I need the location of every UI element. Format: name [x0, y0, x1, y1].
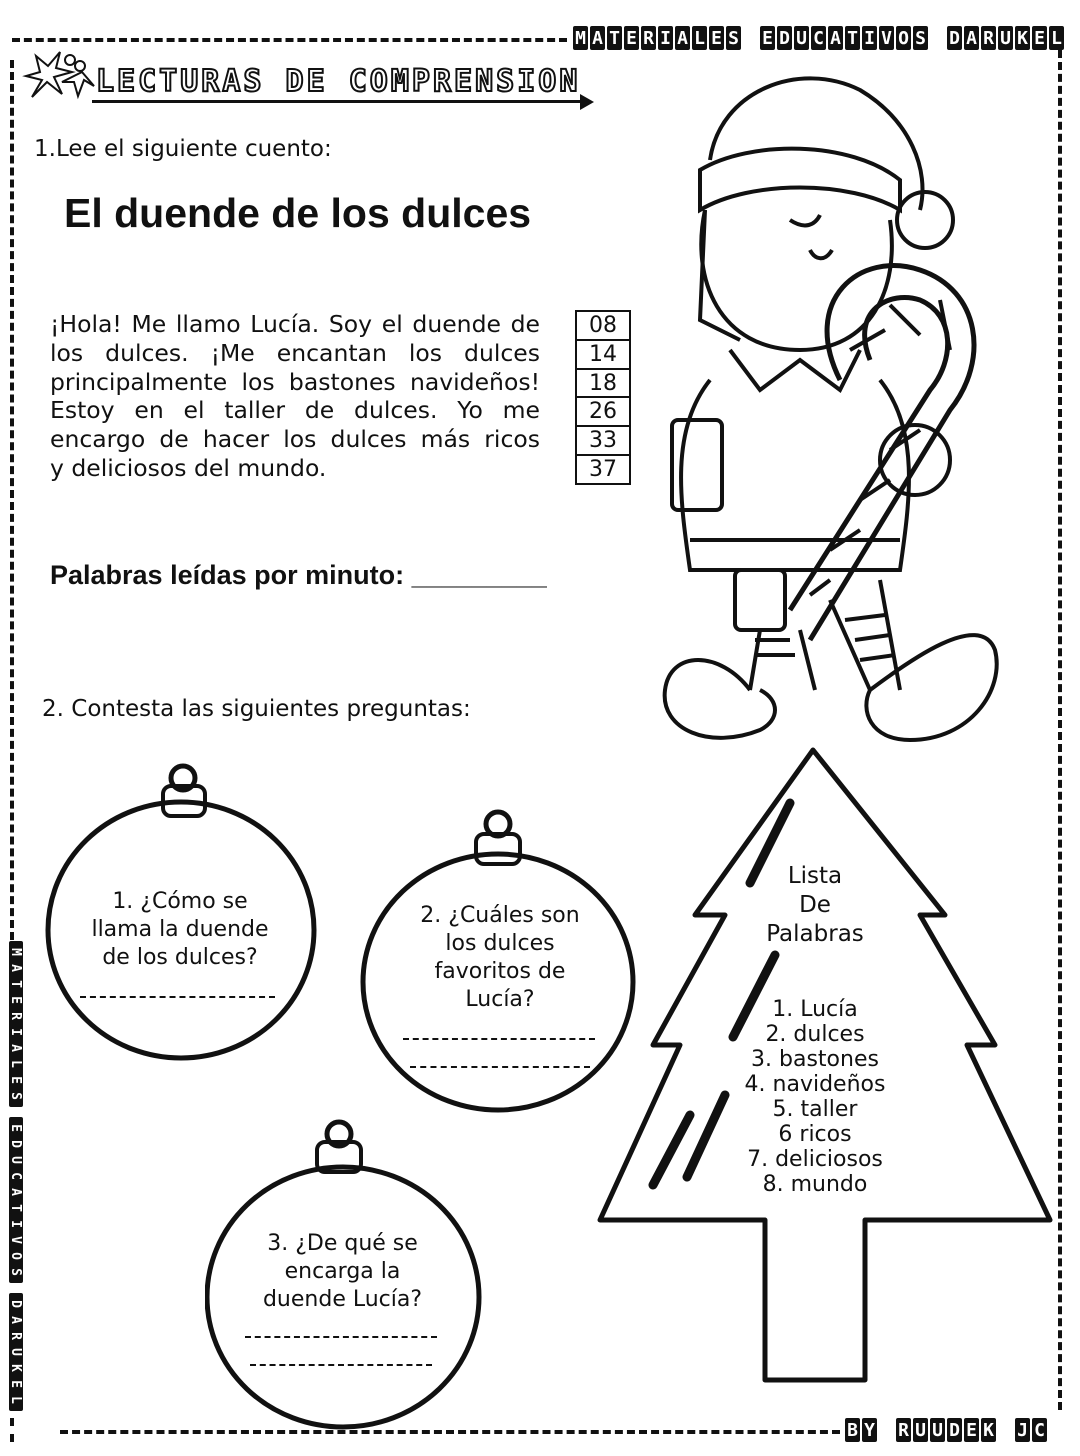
story-line: principalmente los bastones navideños!: [50, 367, 540, 396]
word-count: 33: [577, 427, 629, 456]
brand-letter-tile: D: [9, 1133, 23, 1155]
word-count: 08: [577, 312, 629, 341]
word-count: 18: [577, 370, 629, 399]
brand-letter-tile: D: [9, 1293, 23, 1315]
word-list-item: 6 ricos: [778, 1122, 852, 1147]
brand-letter-tile: D: [947, 1418, 962, 1442]
instruction-1: 1.Lee el siguiente cuento:: [34, 136, 332, 162]
brand-letter-tile: U: [998, 26, 1013, 50]
brand-letter-tile: S: [9, 1261, 23, 1283]
brand-letter-tile: C: [9, 1165, 23, 1187]
brand-letter-tile: U: [9, 1149, 23, 1171]
word-list-item: 2. dulces: [765, 1022, 865, 1047]
brand-letter-tile: T: [9, 973, 23, 995]
brand-letter-tile: R: [9, 1005, 23, 1027]
brand-letter-tile: A: [590, 26, 605, 50]
reading-speed-label: Palabras leídas por minuto:: [50, 560, 405, 590]
word-list-title-line: Lista: [787, 863, 843, 889]
holly-icon: [22, 42, 102, 112]
header-title: LECTURAS DE COMPRENSION: [96, 64, 581, 99]
brand-letter-tile: D: [777, 26, 792, 50]
brand-letter-tile: E: [964, 1418, 979, 1442]
brand-letter-tile: A: [9, 1181, 23, 1203]
brand-letter-tile: I: [9, 1213, 23, 1235]
brand-letter-tile: A: [9, 1309, 23, 1331]
brand-letter-tile: T: [9, 1197, 23, 1219]
answer-line-1[interactable]: [80, 996, 275, 998]
word-list-item: 3. bastones: [751, 1047, 879, 1072]
brand-letter-tile: L: [1049, 26, 1064, 50]
word-list: [730, 997, 900, 1197]
brand-letter-tile: K: [9, 1357, 23, 1379]
brand-letter-tile: I: [658, 26, 673, 50]
reading-speed: [50, 560, 547, 591]
brand-banner-side: [5, 945, 27, 1407]
story-line: ¡Hola! Me llamo Lucía. Soy el duende de: [50, 310, 540, 338]
brand-letter-tile: R: [641, 26, 656, 50]
border-left: [10, 60, 14, 940]
brand-letter-tile: [930, 26, 945, 50]
brand-letter-tile: I: [9, 1021, 23, 1043]
brand-letter-tile: A: [964, 26, 979, 50]
brand-letter-tile: S: [726, 26, 741, 50]
story-line: encargo de hacer los dulces más ricos: [50, 425, 540, 454]
brand-letter-tile: E: [9, 1069, 23, 1091]
brand-letter-tile: [879, 1418, 894, 1442]
brand-letter-tile: E: [9, 989, 23, 1011]
brand-letter-tile: Y: [862, 1418, 877, 1442]
brand-letter-tile: S: [9, 1085, 23, 1107]
brand-letter-tile: E: [709, 26, 724, 50]
border-left-bottom: [10, 1418, 14, 1442]
brand-letter-tile: U: [794, 26, 809, 50]
word-list-title: [745, 862, 885, 949]
brand-letter-tile: I: [862, 26, 877, 50]
brand-letter-tile: U: [9, 1341, 23, 1363]
brand-letter-tile: E: [1032, 26, 1047, 50]
story-line: y deliciosos del mundo.: [50, 453, 327, 482]
story-line: los dulces. ¡Me encantan los dulces: [50, 338, 540, 367]
brand-letter-tile: D: [947, 26, 962, 50]
word-list-item: 8. mundo: [762, 1172, 868, 1197]
brand-banner-top: [573, 26, 1064, 50]
question-2: 2. ¿Cuáles son los dulces favoritos de Lucía?: [420, 903, 580, 1012]
brand-letter-tile: M: [9, 941, 23, 963]
word-count: 26: [577, 398, 629, 427]
brand-letter-tile: L: [692, 26, 707, 50]
answer-line-3b[interactable]: [250, 1364, 432, 1366]
brand-letter-tile: U: [930, 1418, 945, 1442]
brand-letter-tile: M: [573, 26, 588, 50]
answer-line-3a[interactable]: [245, 1336, 437, 1338]
reading-speed-blank[interactable]: _________: [411, 560, 547, 590]
word-list-title-line: De: [799, 892, 831, 918]
brand-letter-tile: V: [9, 1229, 23, 1251]
brand-letter-tile: J: [1015, 1418, 1030, 1442]
brand-letter-tile: A: [9, 957, 23, 979]
word-count: 14: [577, 341, 629, 370]
brand-letter-tile: E: [9, 1373, 23, 1395]
brand-letter-tile: A: [675, 26, 690, 50]
word-list-item: 7. deliciosos: [747, 1147, 883, 1172]
brand-letter-tile: C: [1032, 1418, 1047, 1442]
credit-banner: [845, 1418, 1047, 1442]
brand-letter-tile: R: [896, 1418, 911, 1442]
brand-letter-tile: U: [913, 1418, 928, 1442]
brand-letter-tile: L: [9, 1389, 23, 1411]
brand-letter-tile: [998, 1418, 1013, 1442]
elf-illustration: [650, 50, 1010, 750]
brand-letter-tile: V: [879, 26, 894, 50]
brand-letter-tile: R: [9, 1325, 23, 1347]
word-list-title-line: Palabras: [766, 921, 864, 947]
brand-letter-tile: S: [913, 26, 928, 50]
brand-letter-tile: E: [9, 1117, 23, 1139]
story-text: [50, 310, 540, 483]
brand-letter-tile: E: [624, 26, 639, 50]
word-count-table: [575, 310, 631, 485]
brand-letter-tile: [743, 26, 758, 50]
story-line: Estoy en el taller de dulces. Yo me: [50, 396, 540, 425]
brand-letter-tile: A: [828, 26, 843, 50]
brand-letter-tile: O: [896, 26, 911, 50]
brand-letter-tile: E: [760, 26, 775, 50]
answer-line-2a[interactable]: [403, 1038, 595, 1040]
brand-letter-tile: K: [1015, 26, 1030, 50]
question-3: 3. ¿De qué se encarga la duende Lucía?: [262, 1231, 423, 1312]
brand-letter-tile: K: [981, 1418, 996, 1442]
story-title: El duende de los dulces: [64, 190, 532, 236]
brand-letter-tile: T: [607, 26, 622, 50]
instruction-2: 2. Contesta las siguientes preguntas:: [42, 696, 471, 722]
word-list-item: 4. navideños: [744, 1072, 886, 1097]
brand-letter-tile: A: [9, 1037, 23, 1059]
brand-letter-tile: R: [981, 26, 996, 50]
question-1: 1. ¿Cómo se llama la duende de los dulces?: [91, 889, 269, 970]
word-list-item: 1. Lucía: [772, 997, 858, 1022]
brand-letter-tile: O: [9, 1245, 23, 1267]
answer-line-2b[interactable]: [410, 1066, 590, 1068]
brand-letter-tile: C: [811, 26, 826, 50]
header-arrow: [92, 100, 582, 103]
word-list-item: 5. taller: [772, 1097, 858, 1122]
brand-letter-tile: L: [9, 1053, 23, 1075]
word-count: 37: [589, 456, 617, 482]
brand-letter-tile: B: [845, 1418, 860, 1442]
border-right: [1058, 50, 1062, 1410]
brand-letter-tile: T: [845, 26, 860, 50]
